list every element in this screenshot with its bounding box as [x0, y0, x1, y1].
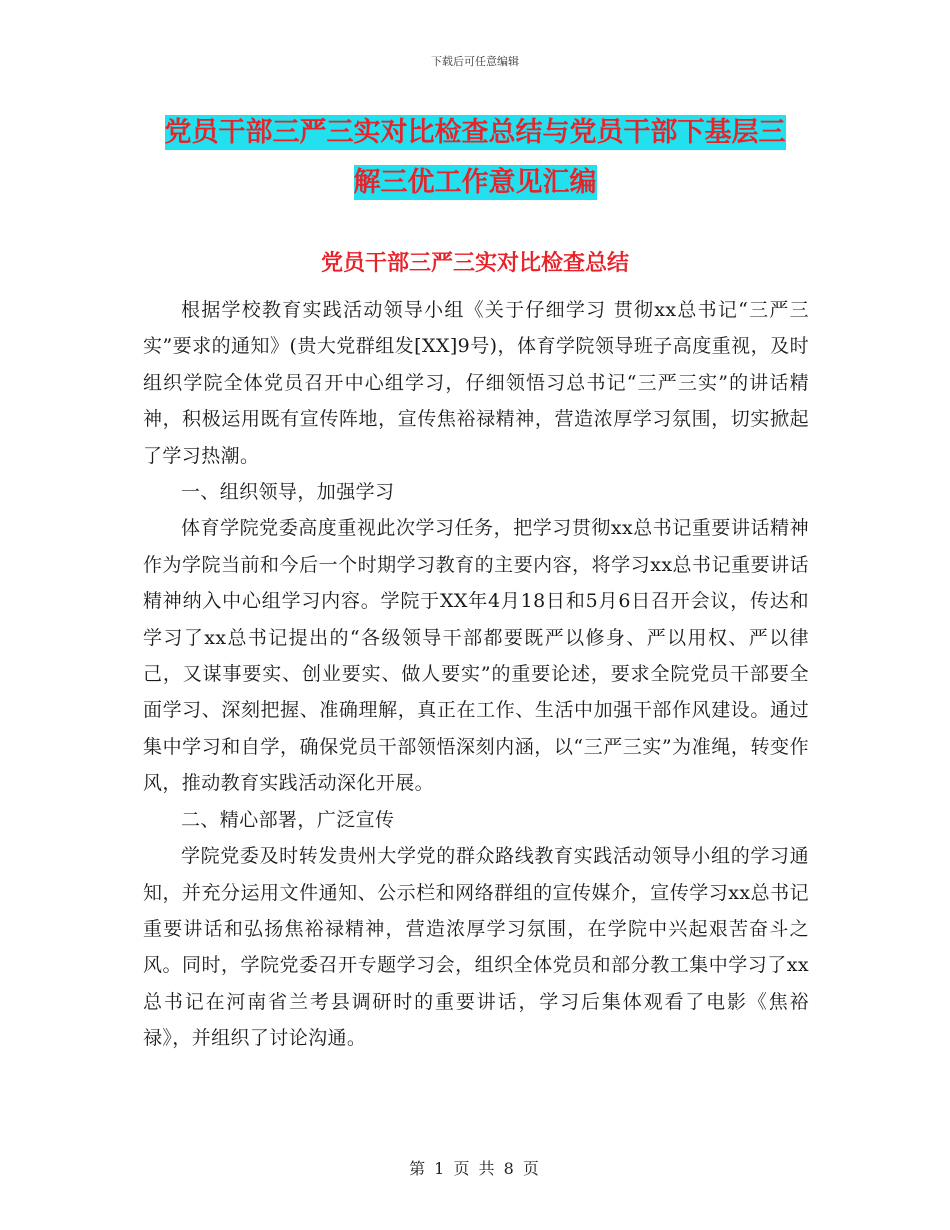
paragraph-intro: 根据学校教育实践活动领导小组《关于仔细学习 贯彻xx总书记“三严三实”要求的通知》(贵大党群组发[XX]9号)，体育学院领导班子高度重视，及时组织学院全体党员召开中心组学习，仔细领悟习总书记“三严三实”的讲话精神，积极运用既有宣传阵地，宣传焦裕禄精神，营造浓厚学习氛围，切实掀起了学习热潮。 [143, 299, 809, 467]
paragraph-organization: 体育学院党委高度重视此次学习任务，把学习贯彻xx总书记重要讲话精神作为学院当前和今后一个时期学习教育的主要内容，将学习xx总书记重要讲话精神纳入中心组学习内容。学院于XX年4月18日和5月6日召开会议，传达和学习了xx总书记提出的“各级领导干部都要既严以修身、严以用权、严以律己，又谋事要实、创业要实、做人要实”的重要论述，要求全院党员干部要全面学习、深刻把握、准确理解，真正在工作、生活中加强干部作风建设。通过集中学习和自学，确保党员干部领悟深刻内涵，以“三严三实”为准绳，转变作风，推动教育实践活动深化开展。 [143, 517, 809, 795]
header-note: 下载后可任意编辑 [431, 55, 519, 68]
paragraph-deployment: 学院党委及时转发贵州大学党的群众路线教育实践活动领导小组的学习通知，并充分运用文件通知、公示栏和网络群组的宣传媒介，宣传学习xx总书记重要讲话和弘扬焦裕禄精神，营造浓厚学习氛围，在学院中兴起艰苦奋斗之风。同时，学院党委召开专题学习会，组织全体党员和部分教工集中学习了xx总书记在河南省兰考县调研时的重要讲话，学习后集体观看了电影《焦裕禄》，并组织了讨论沟通。 [143, 845, 809, 1050]
body-text [143, 292, 809, 1057]
page-footer: 第 1 页 共 8 页 [409, 1159, 541, 1178]
heading-organization: 一、组织领导，加强学习 [181, 481, 395, 504]
section-title: 党员干部三严三实对比检查总结 [320, 251, 629, 276]
heading-deployment: 二、精心部署，广泛宣传 [181, 808, 395, 831]
document-title-line-2: 解三优工作意见汇编 [353, 167, 597, 198]
document-title-line-1: 党员干部三严三实对比检查总结与党员干部下基层三 [164, 117, 786, 148]
document-title [140, 108, 810, 208]
